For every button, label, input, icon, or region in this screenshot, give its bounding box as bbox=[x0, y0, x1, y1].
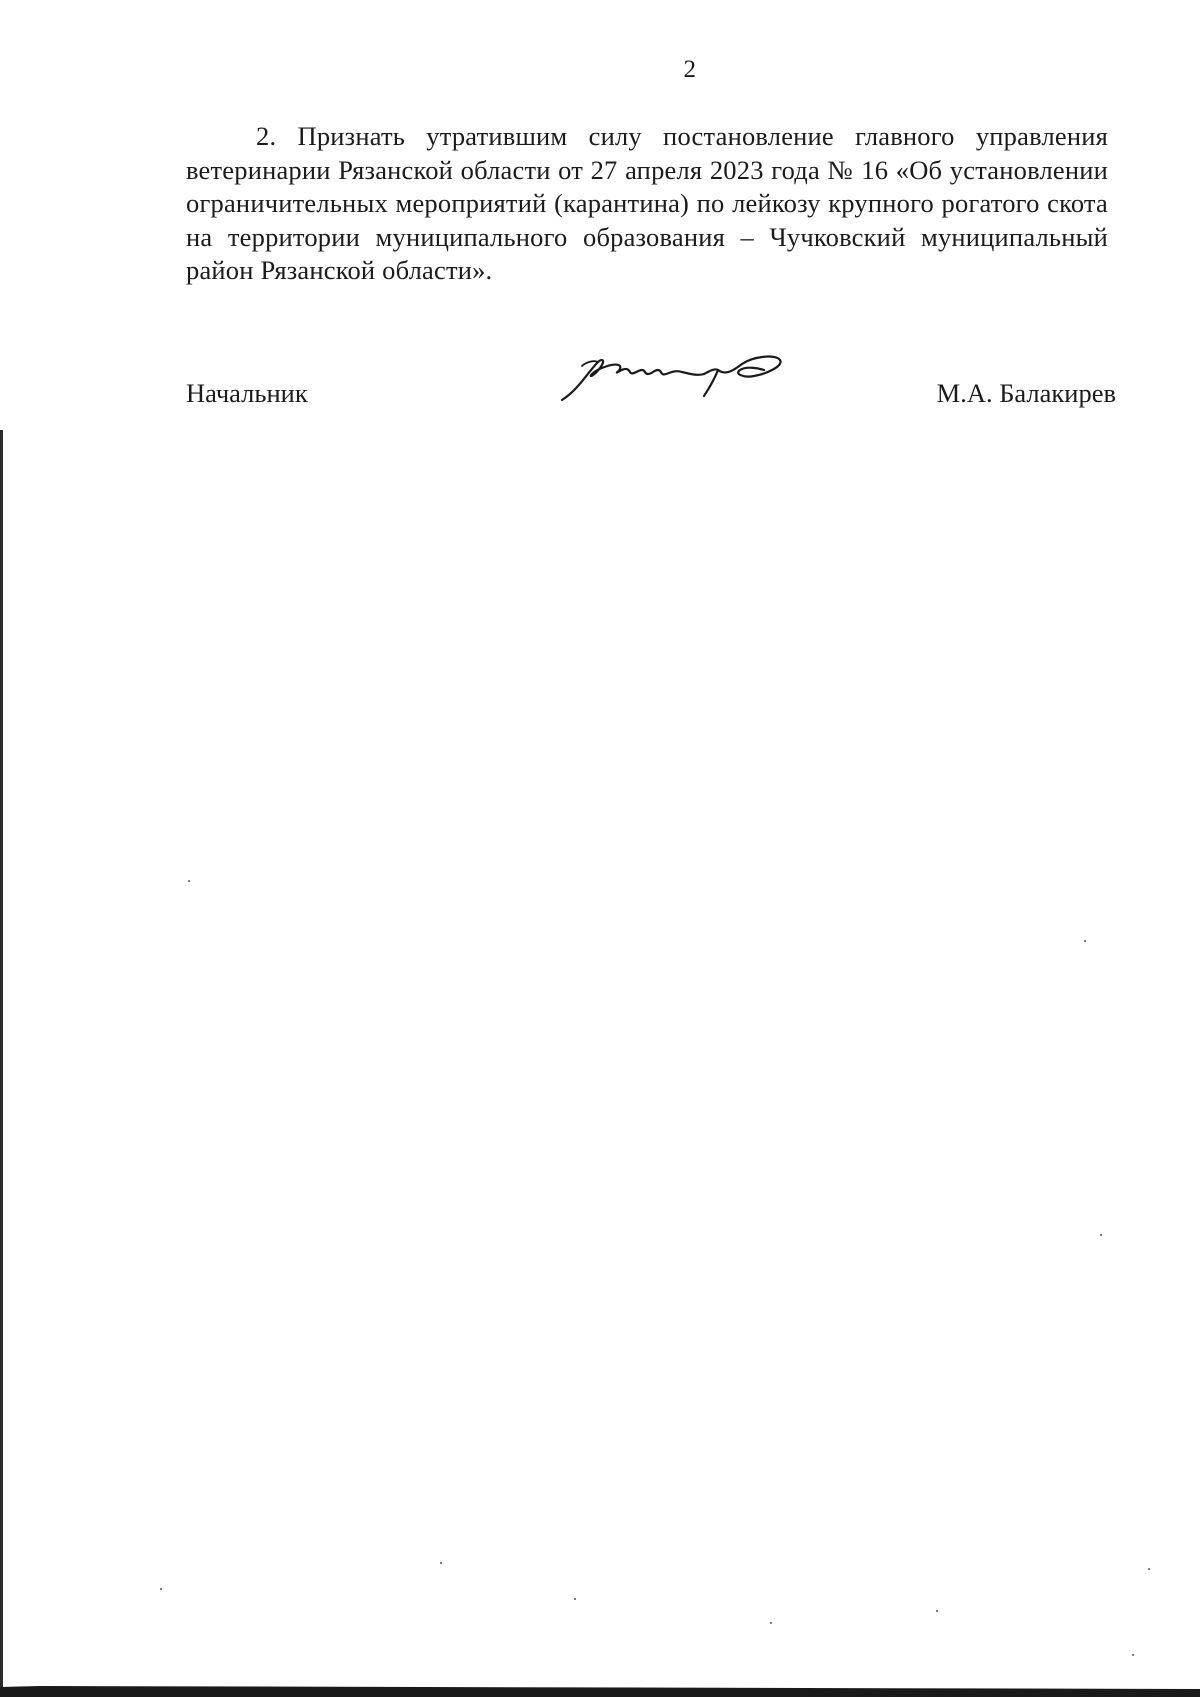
scan-speck bbox=[770, 1622, 772, 1624]
scan-speck bbox=[1084, 940, 1086, 942]
scan-bottom-edge bbox=[0, 1683, 1200, 1697]
page-number: 2 bbox=[683, 56, 697, 83]
scan-speck bbox=[936, 1610, 938, 1612]
scan-speck bbox=[440, 1562, 442, 1564]
scan-speck bbox=[1100, 1234, 1102, 1236]
signatory-position: Начальник bbox=[186, 378, 308, 408]
paragraph-item-2: 2. Признать утратившим силу постановление главного управления ветеринарии Рязанской области от 27 апреля 2023 года № 16 «Об установлении ограничительных мероприятий (карантина) по лейкозу крупного рогатого скота на территории муниципального образования – Чучковский муниципальный район Рязанской области». bbox=[186, 121, 1108, 285]
scan-speck bbox=[188, 880, 190, 882]
scan-left-edge bbox=[0, 430, 3, 1697]
handwritten-signature-icon bbox=[558, 350, 828, 410]
signatory-name: М.А. Балакирев bbox=[936, 378, 1116, 408]
scan-speck bbox=[160, 1588, 162, 1590]
scan-speck bbox=[574, 1598, 576, 1600]
scan-speck bbox=[1132, 1654, 1134, 1656]
scan-speck bbox=[1148, 1568, 1150, 1570]
